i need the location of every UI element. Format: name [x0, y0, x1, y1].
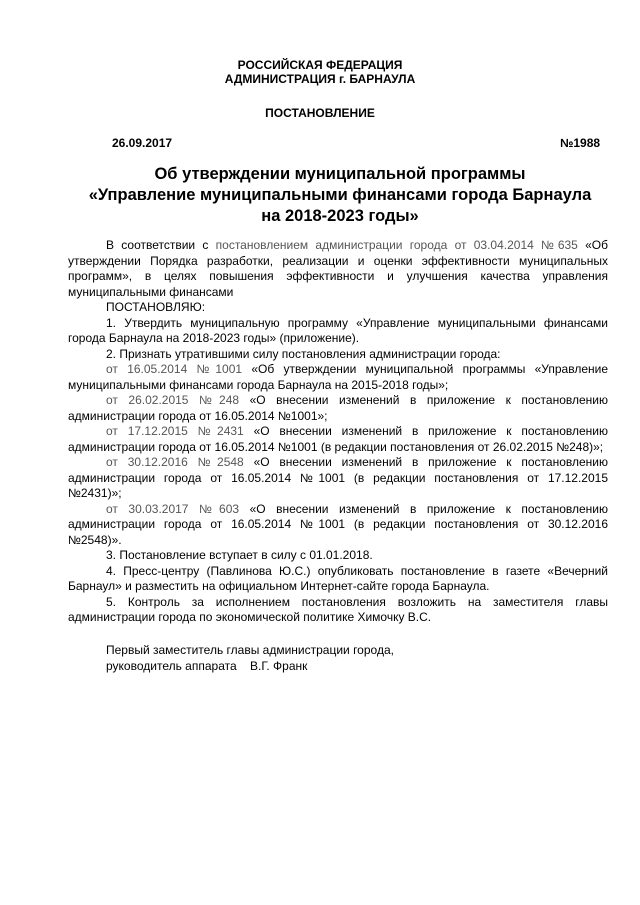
item-2: 2. Признать утратившими силу постановления администрации города: [106, 346, 501, 361]
signature-position: Первый заместитель главы администрации города, [106, 643, 394, 657]
preamble-paragraph [68, 238, 608, 300]
preamble-text-b: «Об утверждении Порядка разработки, реализации и оценки эффективности муниципальных программ», в целях повышения эффективности и улучшения качества управления муниципальными финансами [68, 238, 608, 299]
document-type: ПОСТАНОВЛЕНИЕ [265, 106, 375, 120]
repealed-item-2 [68, 393, 608, 424]
document-number: №1988 [560, 136, 601, 150]
item-4: 4. Пресс-центру (Павлинова Ю.С.) опубликовать постановление в газете «Вечерний Барнаул» и разместить на официальном Интернет-сайте города Барнаула. [68, 563, 608, 593]
repealed-link-1[interactable]: от 16.05.2014 №1001 [106, 362, 243, 376]
authority-heading: АДМИНИСТРАЦИЯ г. БАРНАУЛА [224, 72, 416, 86]
repealed-link-3[interactable]: от 17.12.2015 №2431 [106, 424, 244, 438]
document-title [60, 164, 620, 227]
repealed-item-5 [68, 502, 608, 549]
repealed-link-4[interactable]: от 30.12.2016 №2548 [106, 455, 244, 469]
repealed-item-3 [68, 424, 608, 455]
country-heading: РОССИЙСКАЯ ФЕДЕРАЦИЯ [237, 58, 403, 72]
repealed-text-1: «Об утверждении муниципальной программы «Управление муниципальными финансами города Барнаула на 2015-2018 годы»; [68, 362, 608, 392]
preamble-text-a: В соответствии с [106, 238, 216, 252]
repealed-link-2[interactable]: от 26.02.2015 №248 [106, 393, 240, 407]
repealed-text-2: «О внесении изменений в приложение к постановлению администрации города от 16.05.2014 №1001»; [68, 393, 608, 423]
preamble-reference-link[interactable]: постановлением администрации города от 03.04.2014 №635 [215, 238, 578, 252]
document-body [68, 238, 608, 626]
item-1: 1. Утвердить муниципальную программу «Управление муниципальными финансами города Барнаула на 2018-2023 годы» (приложение). [68, 315, 608, 345]
item-3: 3. Постановление вступает в силу с 01.01.2018. [106, 548, 373, 562]
signature-name: руководитель аппарата В.Г. Франк [106, 659, 308, 673]
decree-word: ПОСТАНОВЛЯЮ: [106, 300, 206, 314]
title-line-2: «Управление муниципальными финансами города Барнаула [88, 186, 592, 204]
title-line-1: Об утверждении муниципальной программы [154, 165, 526, 183]
repealed-text-5: «О внесении изменений в приложение к постановлению администрации города от 16.05.2014 №1001 (в редакции постановления от 30.12.2016 №2548)». [68, 501, 608, 547]
repealed-link-5[interactable]: от 30.03.2017 №603 [106, 501, 240, 516]
repealed-text-3: «О внесении изменений в приложение к постановлению администрации города от 16.05.2014 №1001 (в редакции постановления от 26.02.2015 №248)»; [68, 424, 608, 454]
signature-block [106, 642, 394, 674]
title-line-3: на 2018-2023 годы» [261, 207, 419, 225]
document-date: 26.09.2017 [112, 136, 173, 150]
repealed-item-1 [68, 362, 608, 393]
repealed-text-4: «О внесении изменений в приложение к постановлению администрации города от 16.05.2014 №1001 (в редакции постановления от 17.12.2015 №2431)»; [68, 455, 608, 500]
item-5: 5. Контроль за исполнением постановления возложить на заместителя главы администрации города по экономической политике Химочку В.С. [68, 594, 608, 624]
repealed-item-4 [68, 455, 608, 502]
